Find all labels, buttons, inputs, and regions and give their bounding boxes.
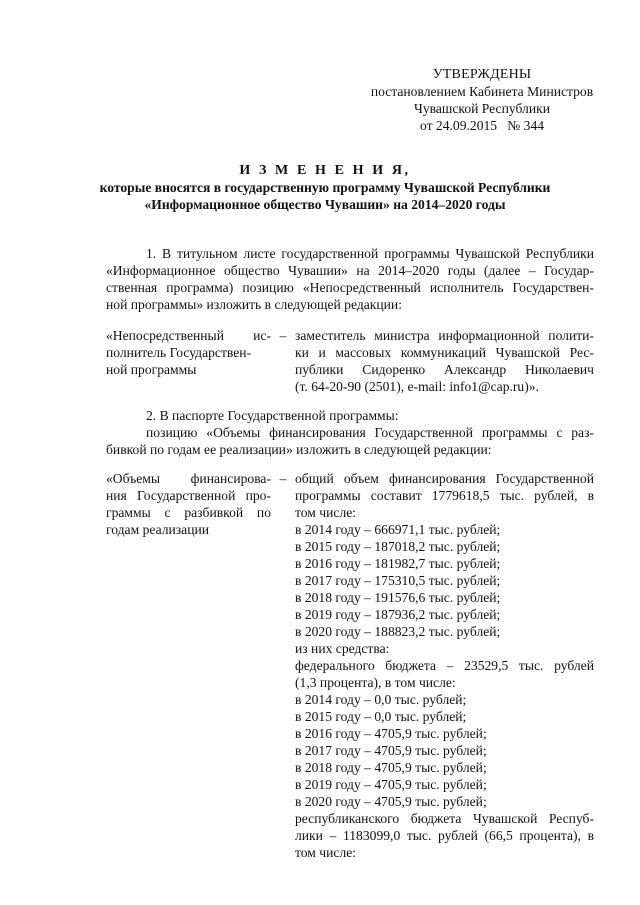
value-line: в 2015 году – 0,0 тыс. рублей; [295,709,467,724]
value-line: программы составит 1779618,5 тыс. рублей, в [295,488,594,503]
value-line: лики – 1183099,0 тыс. рублей (66,5 процента), в [295,828,594,843]
label-line: ния Государственной про- [106,488,271,503]
paragraph-line: 2. В паспорте Государственной программы: [146,408,399,423]
approval-date-number: от 24.09.2015 № 344 [419,118,545,133]
label-line: годам реализации [106,522,210,537]
value-line: том числе: [295,505,357,520]
value-line: том числе: [295,845,357,860]
title-subtitle-2: «Информационное общество Чувашии» на 2014–2020 годы [144,197,506,212]
value-line: (т. 64-20-90 (2501), e-mail: info1@cap.ru)». [295,379,539,394]
paragraph-line: «Информационное общество Чувашии» на 2014–2020 годы (далее – Государ- [106,263,594,278]
document-title [95,162,555,213]
title-subtitle-1: которые вносятся в государственную программу Чувашской Республики [99,180,551,195]
value-line: в 2020 году – 4705,9 тыс. рублей; [295,794,487,809]
value-line: (1,3 процента), в том числе: [295,675,456,690]
paragraph-line: бивкой по годам ее реализации» изложить в следующей редакции: [106,442,492,457]
value-line: в 2018 году – 191576,6 тыс. рублей; [295,590,501,605]
label-line: «Непосредственный ис- [106,328,271,343]
value-line: федерального бюджета – 23529,5 тыс. рублей [295,658,594,673]
separator-dash: – [279,471,287,486]
value-line: в 2018 году – 4705,9 тыс. рублей; [295,760,487,775]
value-line: в 2014 году – 666971,1 тыс. рублей; [295,522,501,537]
section-2-paragraph [106,407,594,458]
label-line: полнитель Государствен- [106,345,252,360]
label-line: ной программы [106,362,197,377]
title-heading: И З М Е Н Е Н И Я, [239,163,411,178]
executor-value [295,327,594,395]
label-line: «Объемы финансирова- [106,471,271,486]
value-line: ки и массовых коммуникаций Чувашской Рес- [295,345,594,360]
value-line: заместитель министра информационной полити- [295,328,594,343]
value-line: в 2017 году – 4705,9 тыс. рублей; [295,743,487,758]
approval-heading: УТВЕРЖДЕНЫ [432,67,532,82]
approval-republic: Чувашской Республики [414,101,550,116]
value-line: республиканского бюджета Чувашской Респуб- [295,811,594,826]
value-line: в 2015 году – 187018,2 тыс. рублей; [295,539,501,554]
value-line: в 2014 году – 0,0 тыс. рублей; [295,692,467,707]
approval-block [360,66,604,134]
value-line: из них средства: [295,641,390,656]
label-line: граммы с разбивкой по [106,505,271,520]
approval-authority: постановлением Кабинета Министров [370,84,594,99]
paragraph-line: 1. В титульном листе государственной программы Чувашской Республики [146,246,594,261]
paragraph-line: ственная программа) позицию «Непосредственный исполнитель Государствен- [106,280,594,295]
value-line: публики Сидоренко Александр Николаевич [295,362,594,377]
separator-dash: – [279,328,287,343]
value-line: в 2017 году – 175310,5 тыс. рублей; [295,573,501,588]
value-line: в 2016 году – 181982,7 тыс. рублей; [295,556,501,571]
section-1-paragraph [106,245,594,313]
value-line: общий объем финансирования Государственной [295,471,594,486]
value-line: в 2020 году – 188823,2 тыс. рублей; [295,624,501,639]
executor-label [106,327,271,378]
funding-value [295,470,594,861]
paragraph-line: ной программы» изложить в следующей редакции: [106,297,402,312]
value-line: в 2019 году – 187936,2 тыс. рублей; [295,607,501,622]
funding-label [106,470,271,538]
paragraph-line: позицию «Объемы финансирования Государственной программы с раз- [146,425,594,440]
value-line: в 2016 году – 4705,9 тыс. рублей; [295,726,487,741]
value-line: в 2019 году – 4705,9 тыс. рублей; [295,777,487,792]
